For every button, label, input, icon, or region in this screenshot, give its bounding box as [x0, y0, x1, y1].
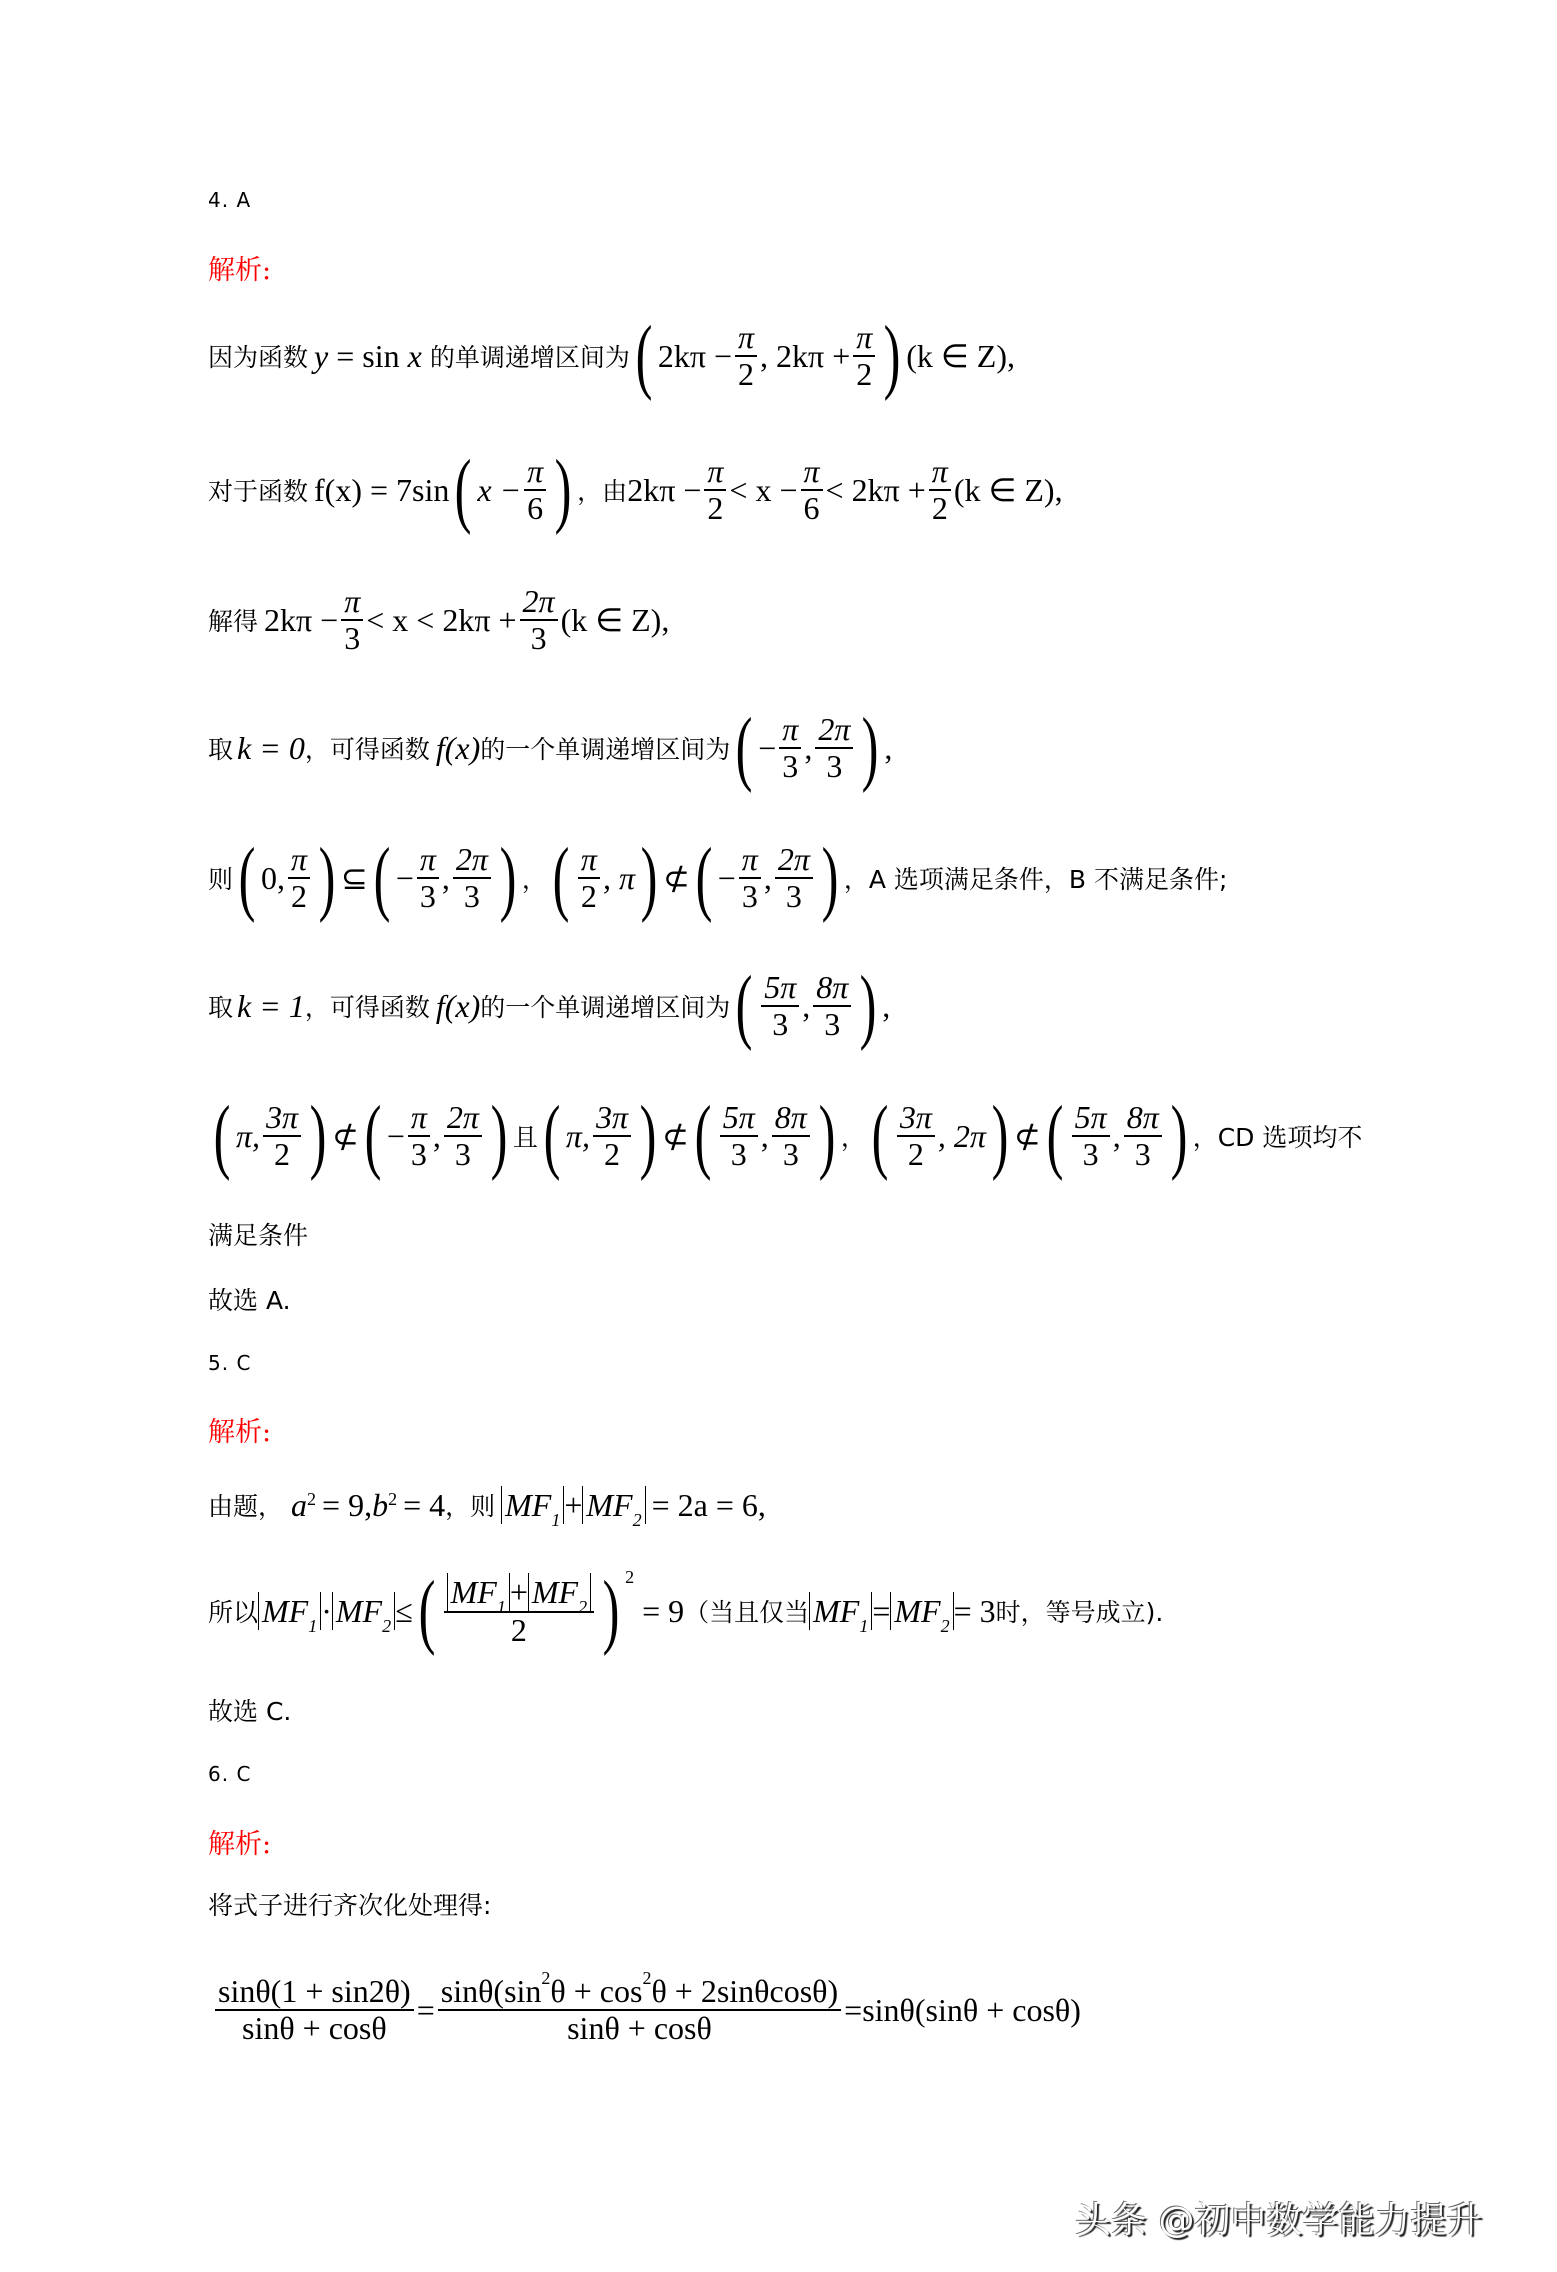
q4-line-8: 满足条件 — [208, 1221, 309, 1250]
right-paren-icon: ) — [554, 443, 572, 536]
q4-line-7: ( π, $\frac{3\pi}{2}$ ) ⊄ ( − $\frac{\pi}{3}$ , $\frac{2\pi}{3}$ ) 且 ( π, $\frac{3\pi}{2}$ ) ⊄ ( $\frac{5\pi}{3}$ , $\frac{8\pi}{3}$ ) ， ( $\frac{3\pi}{2}$ , 2π ) ⊄ ( $\frac{5\pi}{3}$ , $\frac{8\pi}{3}$ ) ，CD 选项均不 — [213, 1089, 1363, 1182]
question-6-number: 6. C — [208, 1762, 252, 1786]
q4-line-6: 取 k = 1 ，可得函数 f(x) 的一个单调递增区间为 ( $\frac{5\pi}{3}$ , $\frac{8\pi}{3}$ ) , — [208, 959, 891, 1052]
q4-line-5: 则 ( 0, $\frac{\pi}{2}$ ) ⊆ ( − $\frac{\pi}{3}$ , $\frac{2\pi}{3}$ ) ， ( $\frac{\pi}{2}$ , π ) ⊄ ( − $\frac{\pi}{3}$ , $\frac{2\pi}{3}$ ) ，A 选项满足条件，B 不满足条件; — [208, 831, 1228, 924]
watermark: 头条 @初中数学能力提升 — [1075, 2200, 1483, 2241]
q4-line-3: 解得 2kπ − $\frac{\pi}{3}$ < x < 2kπ + $\frac{2\pi}{3}$ (k ∈ Z) , — [208, 582, 670, 656]
q4-line-2: 对于函数 f(x) = 7sin ( x − $\frac{\pi}{6}$ ) ，由 2kπ − $\frac{\pi}{2}$ < x − $\frac{\pi}{6}$ < 2kπ + $\frac{\pi}{2}$ (k ∈ Z) , — [208, 443, 1063, 536]
question-4-number: 4. A — [208, 188, 252, 212]
q6-line-1: 将式子进行齐次化处理得: — [208, 1891, 492, 1920]
q5-line-2: 所以 $MF_1$ · $MF_2$ ≤ ( $MF_1$ + $MF_2$ 2 ) 2 = 9 （当且仅当 $MF_1$ = $MF_2$ = 3 时，等号成立). — [208, 1564, 1164, 1657]
left-paren-icon: ( — [635, 309, 653, 402]
right-paren-icon: ) — [883, 309, 901, 402]
q6-equation: $\frac{\sin\theta(1 + \sin 2\theta)}{\sin\theta + \cos\theta}$ = $\frac{\sin\theta(\sin^2\theta + \cos^2\theta + 2\sin\theta\cos\theta)}{\sin\theta + \cos\theta}$ = sinθ(sinθ + cosθ) — [212, 1958, 1081, 2062]
q5-line-1: 由题， a 2 = 9, b 2 = 4 ，则 $MF_1$ + $MF_2$ = 2a = 6 , — [208, 1486, 766, 1530]
q4-conclusion: 故选 A. — [208, 1286, 291, 1315]
q5-conclusion: 故选 C. — [208, 1697, 292, 1726]
q4-line-1: 因为函数 y = sin x 的单调递增区间为 ( 2kπ − $\frac{\pi}{2}$ , 2kπ + $\frac{\pi}{2}$ ) (k ∈ Z) , — [208, 309, 1015, 402]
question-5-number: 5. C — [208, 1351, 252, 1375]
question-6-analysis-label: 解析: — [208, 1829, 272, 1860]
question-4-analysis-label: 解析: — [208, 255, 272, 286]
question-5-analysis-label: 解析: — [208, 1417, 272, 1448]
q4-line-4: 取 k = 0 ，可得函数 f(x) 的一个单调递增区间为 ( − $\frac{\pi}{3}$ , $\frac{2\pi}{3}$ ) , — [208, 701, 893, 794]
left-paren-icon: ( — [454, 443, 472, 536]
